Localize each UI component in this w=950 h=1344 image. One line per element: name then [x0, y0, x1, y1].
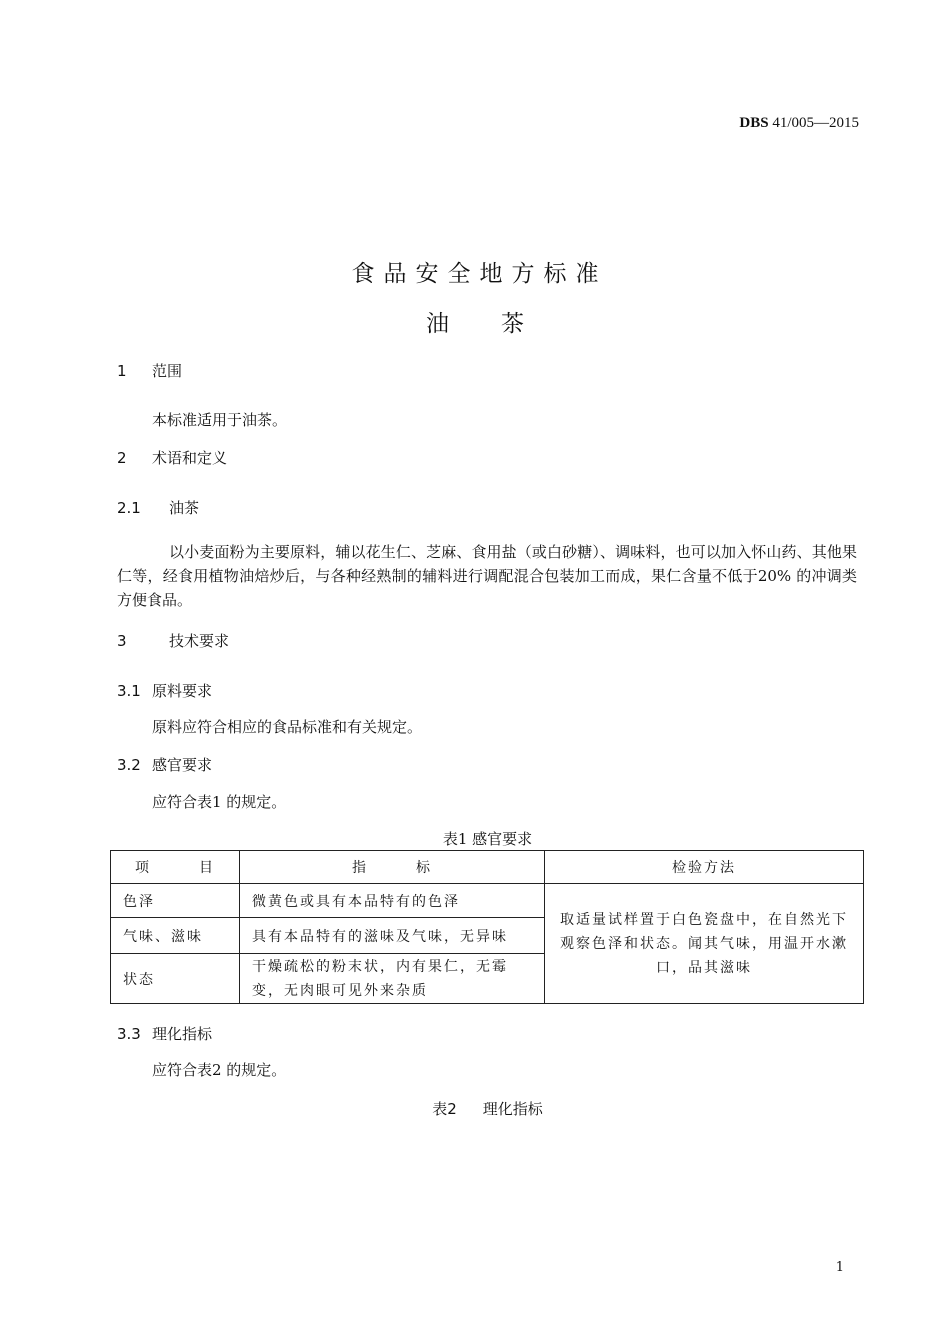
table-2-title: 理化指标: [482, 1100, 543, 1118]
table-2-caption: [0, 1098, 950, 1119]
table-2-number: 表2: [432, 1100, 457, 1118]
section-number: 3.2: [117, 756, 141, 774]
page-number: 1: [835, 1260, 844, 1275]
standard-code-number: 41/005—2015: [768, 115, 859, 131]
table-row: [111, 884, 864, 918]
section-title: 理化指标: [152, 1025, 213, 1043]
row-spec: 微黄色或具有本品特有的色泽: [240, 884, 545, 918]
row-item: 色泽: [111, 884, 240, 918]
row-item: 状态: [111, 954, 240, 1004]
section-3-3-heading: [117, 1023, 212, 1044]
section-3-1-text: 原料应符合相应的食品标准和有关规定。: [152, 718, 423, 736]
sensory-requirements-table: [110, 850, 864, 1004]
section-number: 3.3: [117, 1025, 141, 1043]
section-number: 2: [117, 449, 127, 467]
table-1-caption: 表1 感官要求: [442, 830, 533, 848]
section-title: 范围: [152, 362, 183, 380]
section-title: 原料要求: [152, 682, 213, 700]
section-number: 3.1: [117, 682, 141, 700]
header-spec: 指 标: [240, 851, 545, 884]
section-1-heading: [117, 360, 182, 381]
row-item: 气味、滋味: [111, 918, 240, 954]
section-2-1-definition: 以小麦面粉为主要原料，辅以花生仁、芝麻、食用盐（或白砂糖）、调味料，也可以加入怀山药、其他果仁等，经食用植物油焙炒后，与各种经熟制的辅料进行调配混合包装加工而成，果仁含量不低于20% 的冲调类方便食品。: [117, 543, 857, 609]
section-title: 感官要求: [152, 756, 213, 774]
section-number: 1: [117, 362, 127, 380]
document-subtitle: [0, 305, 950, 338]
section-1-text: 本标准适用于油茶。: [152, 411, 288, 429]
section-3-heading: [117, 630, 229, 651]
header-method: 检验方法: [545, 851, 864, 884]
row-spec: 具有本品特有的滋味及气味，无异味: [240, 918, 545, 954]
header-item: 项 目: [111, 851, 240, 884]
subtitle-char-2: 茶: [501, 311, 524, 337]
section-2-heading: [117, 447, 227, 468]
standard-code-prefix: DBS: [739, 115, 769, 131]
section-number: 2.1: [117, 499, 141, 517]
subtitle-char-1: 油: [426, 311, 449, 337]
section-3-2-text: 应符合表1 的规定。: [152, 793, 287, 811]
table-header-row: [111, 851, 864, 884]
document-title: 食品安全地方标准: [351, 261, 608, 287]
standard-code: [739, 115, 859, 132]
section-3-2-heading: [117, 754, 212, 775]
section-title: 术语和定义: [152, 449, 228, 467]
section-title: 技术要求: [169, 632, 230, 650]
row-spec: 干燥疏松的粉末状，内有果仁，无霉变，无肉眼可见外来杂质: [240, 954, 545, 1004]
section-number: 3: [117, 632, 127, 650]
section-3-3-text: 应符合表2 的规定。: [152, 1061, 287, 1079]
section-3-1-heading: [117, 680, 212, 701]
inspection-method-cell: 取适量试样置于白色瓷盘中，在自然光下观察色泽和状态。闻其气味，用温开水漱口，品其滋味: [545, 884, 864, 1004]
section-title: 油茶: [169, 499, 200, 517]
section-2-1-heading: [117, 497, 199, 518]
